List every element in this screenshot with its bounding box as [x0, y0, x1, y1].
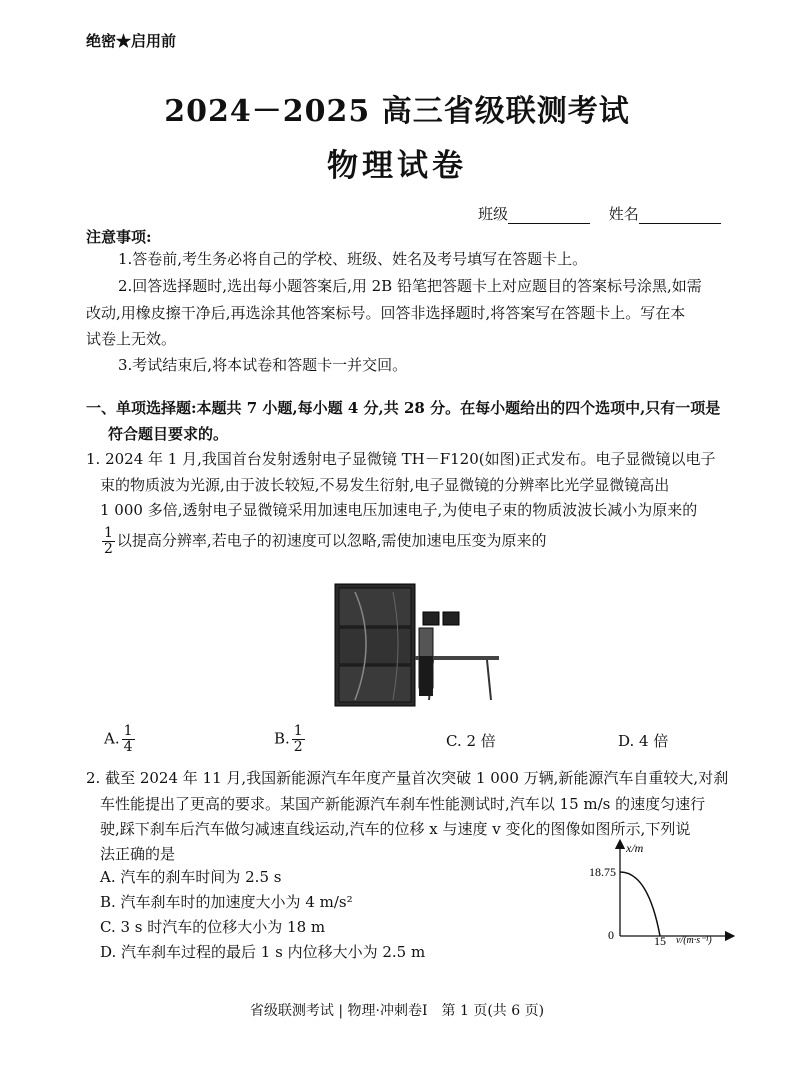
q1-line-1: 1. 2024 年 1 月,我国首台发射透射电子显微镜 TH－F120(如图)正式发布。电子显微镜以电子 [86, 450, 716, 468]
q1-line-2: 束的物质波为光源,由于波长较短,不易发生衍射,电子显微镜的分辨率比光学显微镜高出 [100, 476, 670, 494]
q1-line-3: 1 000 多倍,透射电子显微镜采用加速电压加速电子,为使电子束的物质波波长减小为原来的 [100, 501, 698, 519]
q2-option-a[interactable]: A. 汽车的刹车时间为 2.5 s [100, 868, 282, 886]
q1-line-4: $\frac{1}{2}$ 以提高分辨率,若电子的初速度可以忽略,需使加速电压变为原来的 [104, 525, 547, 557]
exam-title: 2024－2025 高三省级联测考试 [164, 94, 630, 129]
notes-heading: 注意事项: [86, 228, 152, 246]
x-axis-label: v/(m·s⁻¹) [676, 935, 712, 946]
note-1: 1.答卷前,考生务必将自己的学校、班级、姓名及考号填写在答题卡上。 [118, 250, 588, 268]
student-info-fields [478, 203, 721, 224]
q1-option-c[interactable]: C. 2 倍 [446, 732, 496, 750]
q2-line-2: 车性能提出了更高的要求。某国产新能源汽车刹车性能测试时,汽车以 15 m/s 的速度匀速行 [100, 795, 706, 813]
note-2-line-1: 2.回答选择题时,选出每小题答案后,用 2B 铅笔把答题卡上对应题目的答案标号涂黑,如需 [118, 277, 702, 295]
fraction-one-half: $\frac{1}{2}$ [104, 525, 113, 557]
name-label: 姓名 [608, 205, 639, 223]
q1-option-d[interactable]: D. 4 倍 [618, 732, 669, 750]
note-3: 3.考试结束后,将本试卷和答题卡一并交回。 [118, 356, 408, 374]
q2-line-1: 2. 截至 2024 年 11 月,我国新能源汽车年度产量首次突破 1 000 万辆,新能源汽车自重较大,对刹 [86, 769, 729, 787]
section-1-heading: 一、单项选择题:本题共 7 小题,每小题 4 分,共 28 分。在每小题给出的四个选项中,只有一项是 [86, 399, 721, 417]
note-2-line-2: 改动,用橡皮擦干净后,再选涂其他答案标号。回答非选择题时,将答案写在答题卡上。写在本 [86, 304, 686, 322]
paper-subtitle: 物理试卷 [327, 148, 467, 184]
x-v-graph [570, 838, 740, 950]
class-field[interactable] [508, 209, 590, 224]
class-label: 班级 [478, 205, 509, 223]
q2-line-3: 驶,踩下刹车后汽车做匀减速直线运动,汽车的位移 x 与速度 v 变化的图像如图所示,下列说 [100, 820, 691, 838]
origin-label: 0 [608, 928, 614, 942]
confidential-mark: 绝密★启用前 [86, 32, 177, 50]
electron-microscope-image [333, 582, 503, 712]
y-tick-label: 18.75 [589, 865, 616, 879]
q2-option-d[interactable]: D. 汽车刹车过程的最后 1 s 内位移大小为 2.5 m [100, 943, 426, 961]
note-2-line-3: 试卷上无效。 [86, 330, 177, 348]
x-tick-label: 15 [654, 934, 666, 948]
q1-option-b[interactable]: B. $\frac{1}{2}$ [274, 723, 303, 755]
x-v-curve [620, 872, 660, 936]
name-field[interactable] [639, 209, 721, 224]
q2-option-b[interactable]: B. 汽车刹车时的加速度大小为 4 m/s² [100, 893, 353, 911]
q2-option-c[interactable]: C. 3 s 时汽车的位移大小为 18 m [100, 918, 326, 936]
q1-option-a[interactable]: A. $\frac{1}{4}$ [104, 723, 133, 755]
y-axis-label: x/m [626, 841, 644, 855]
section-1-heading-cont: 符合题目要求的。 [108, 425, 229, 443]
page-footer: 省级联测考试 | 物理·冲刺卷Ⅰ 第 1 页(共 6 页) [249, 1003, 545, 1019]
q2-line-4: 法正确的是 [100, 845, 176, 863]
